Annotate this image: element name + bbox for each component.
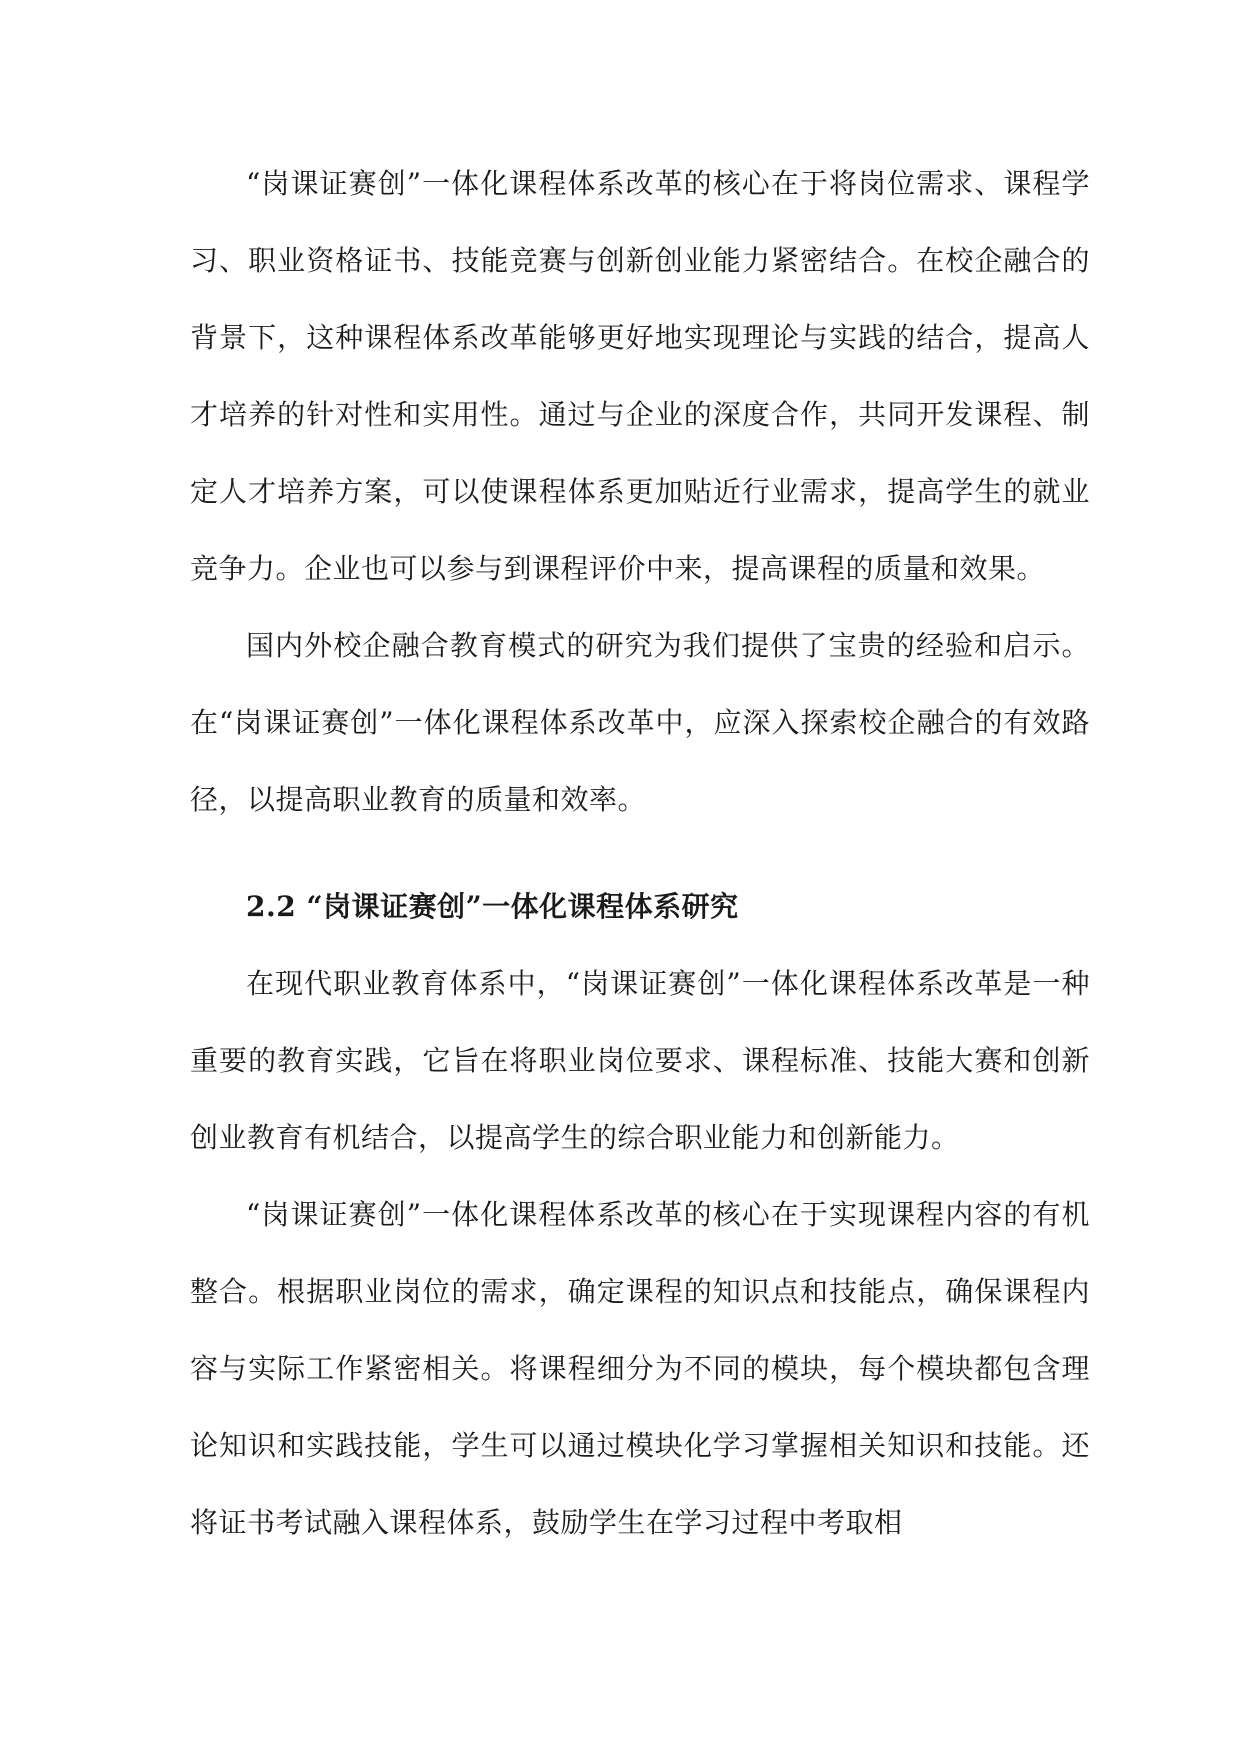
paragraph-course-integration: “岗课证赛创”一体化课程体系改革的核心在于实现课程内容的有机整合。根据职业岗位的需求，确定课程的知识点和技能点，确保课程内容与实际工作紧密相关。将课程细分为不同的模块，每个模块都包含理论知识和实践技能，学生可以通过模块化学习掌握相关知识和技能。还将证书考试融入课程体系，鼓励学生在学习过程中考取相	[190, 1198, 1090, 1539]
document-body	[190, 145, 1090, 1561]
paragraph-core-reform: “岗课证赛创”一体化课程体系改革的核心在于将岗位需求、课程学习、职业资格证书、技能竞赛与创新创业能力紧密结合。在校企融合的背景下，这种课程体系改革能够更好地实现理论与实践的结合，提高人才培养的针对性和实用性。通过与企业的深度合作，共同开发课程、制定人才培养方案，可以使课程体系更加贴近行业需求，提高学生的就业竞争力。企业也可以参与到课程评价中来，提高课程的质量和效果。	[190, 167, 1090, 585]
section-heading: 2.2 “岗课证赛创”一体化课程体系研究	[246, 890, 739, 923]
paragraph-modern-vocational-education: 在现代职业教育体系中，“岗课证赛创”一体化课程体系改革是一种重要的教育实践，它旨在将职业岗位要求、课程标准、技能大赛和创新创业教育有机结合，以提高学生的综合职业能力和创新能力。	[190, 967, 1090, 1154]
paragraph-domestic-foreign-research: 国内外校企融合教育模式的研究为我们提供了宝贵的经验和启示。在“岗课证赛创”一体化课程体系改革中，应深入探索校企融合的有效路径，以提高职业教育的质量和效率。	[190, 629, 1090, 816]
